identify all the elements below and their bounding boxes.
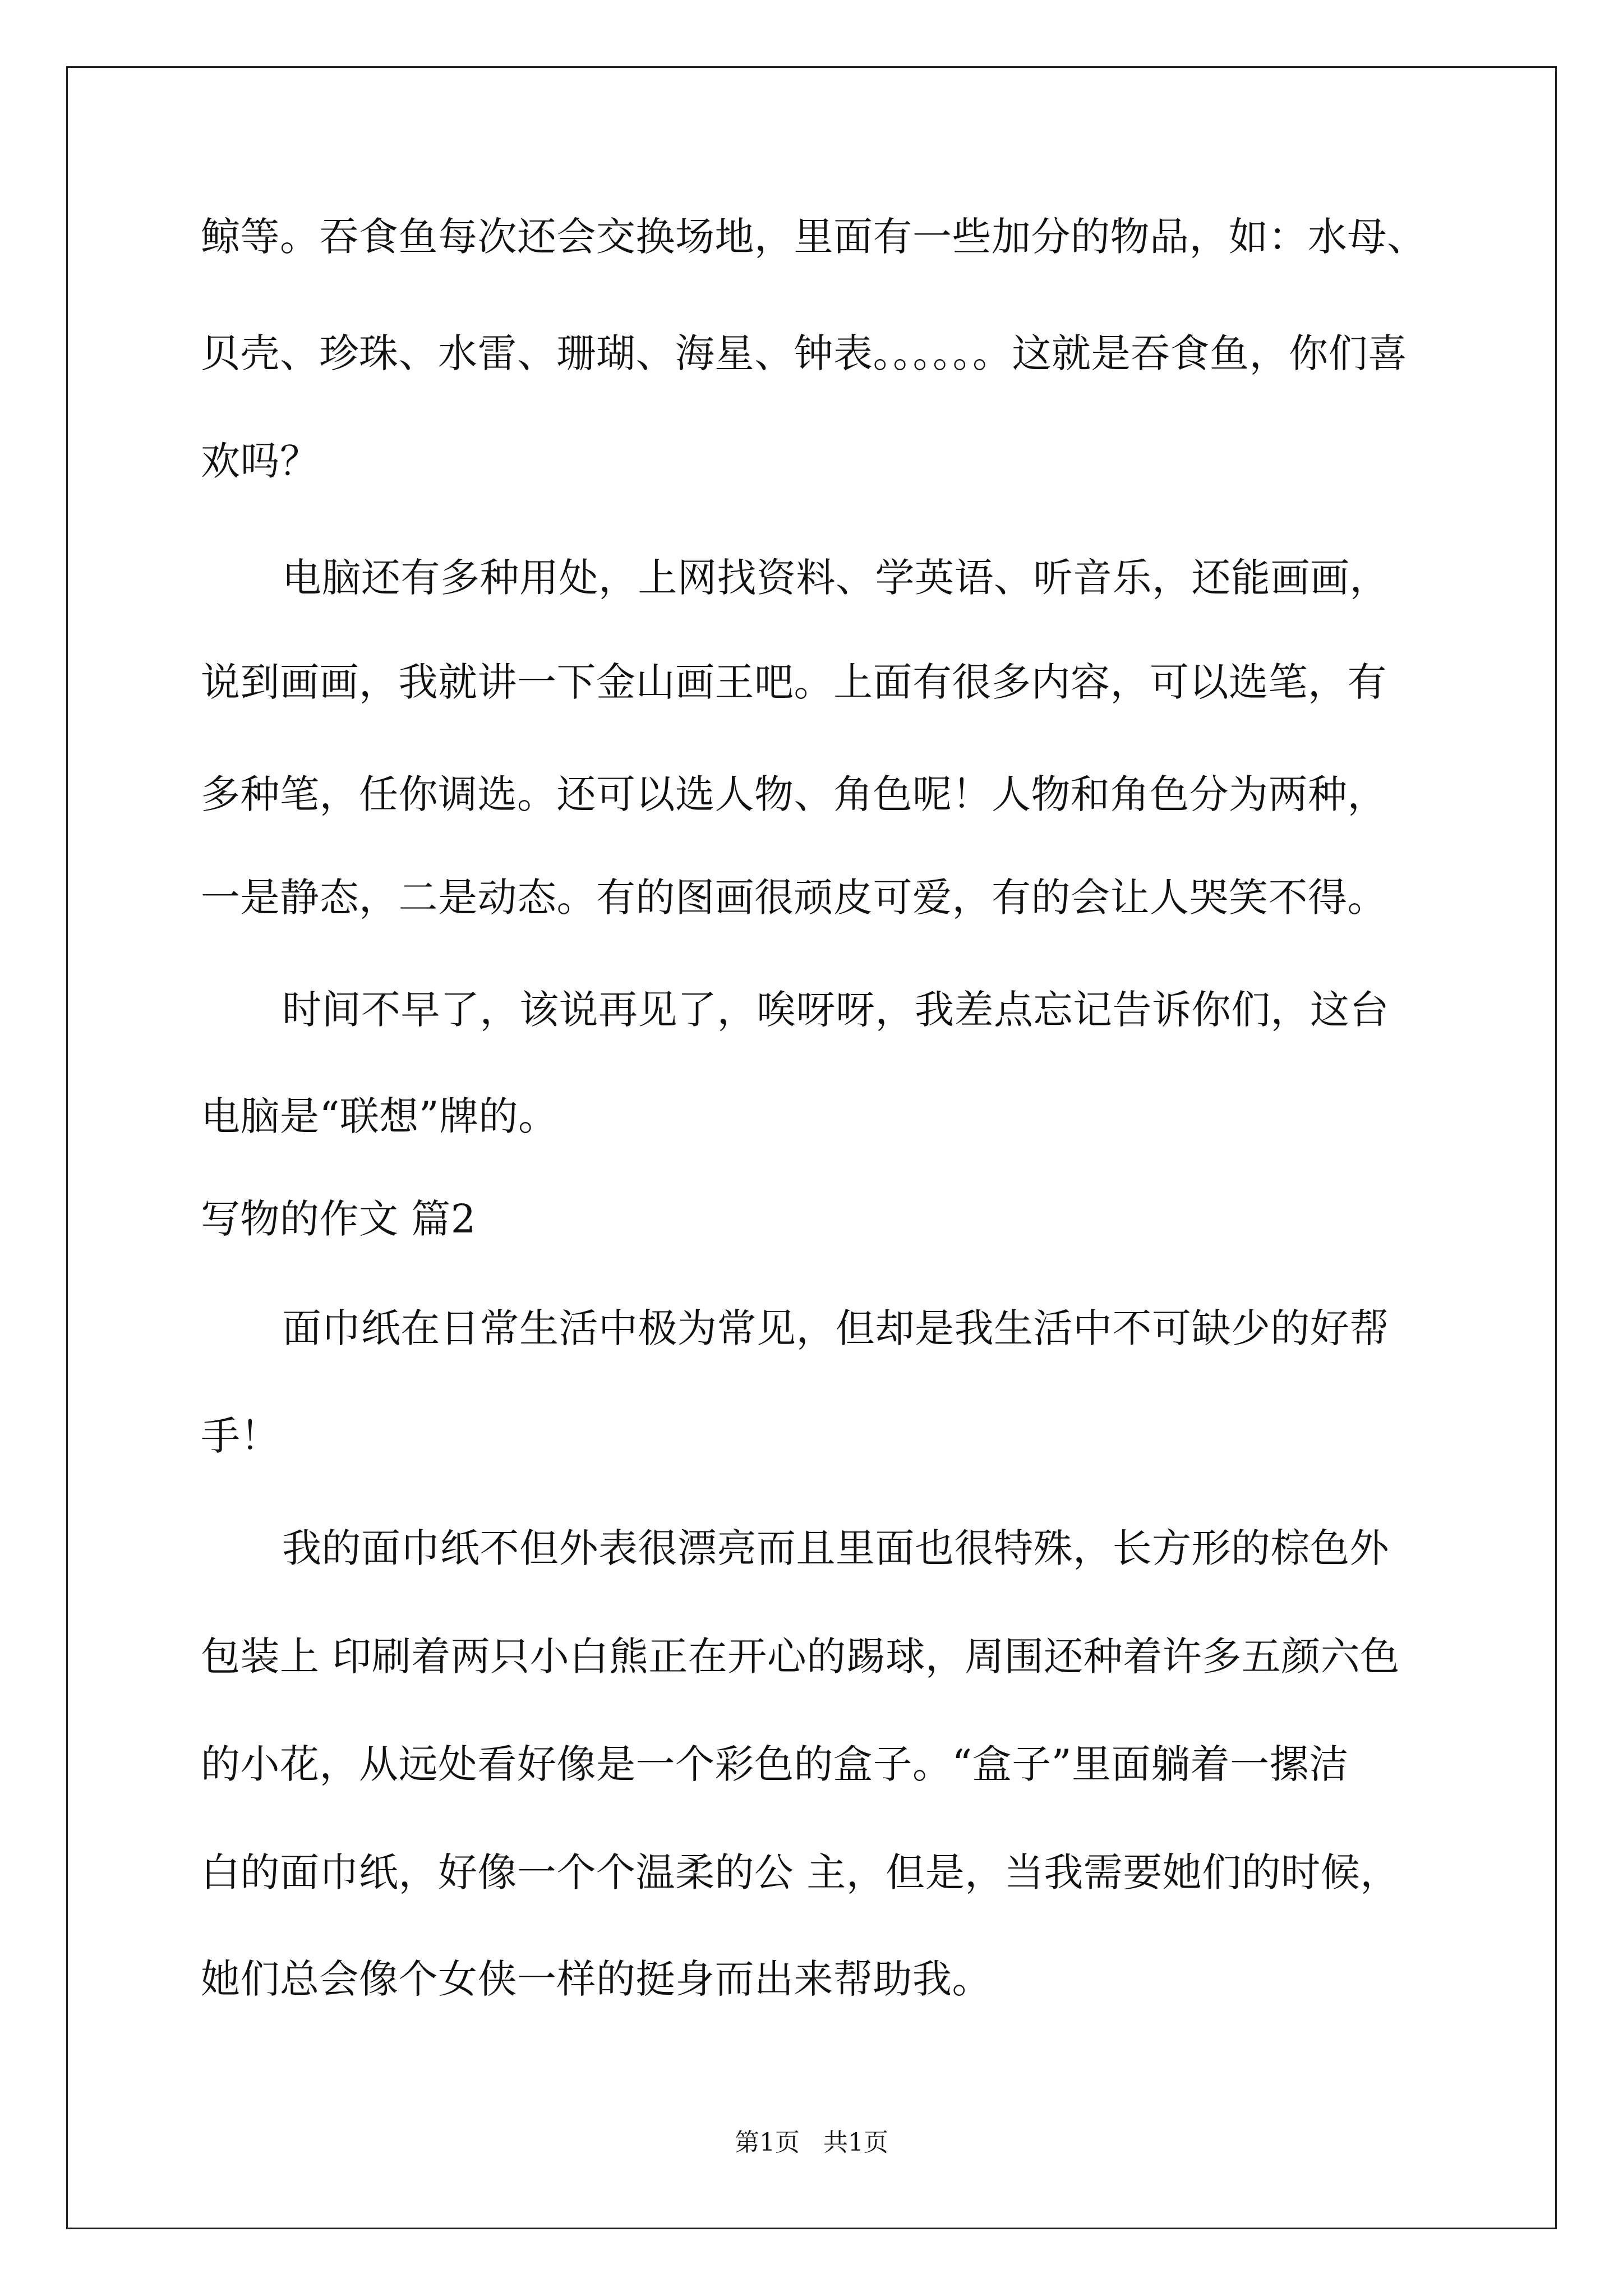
section-heading: 写物的作文 篇2	[201, 1196, 476, 1242]
text-line-9: 电脑是“联想”牌的。	[201, 1093, 558, 1139]
text-line-17: 她们总会像个女侠一样的挺身而出来帮助我。	[201, 1956, 992, 2002]
text-line-5: 说到画画，我就讲一下金山画王吧。上面有很多内容，可以选笔，有	[201, 659, 1387, 705]
text-line-7: 一是静态，二是动态。有的图画很顽皮可爱，有的会让人哭笑不得。	[201, 875, 1387, 921]
text-line-11: 面巾纸在日常生活中极为常见，但却是我生活中不可缺少的好帮	[282, 1305, 1389, 1351]
text-line-3: 欢吗？	[201, 438, 320, 484]
page-number-footer: 第1页 共1页	[735, 2128, 888, 2157]
text-line-14: 包装上 印刷着两只小白熊正在开心的踢球，周围还种着许多五颜六色	[201, 1634, 1400, 1680]
text-line-2: 贝壳、珍珠、水雷、珊瑚、海星、钟表。。。。。。这就是吞食鱼，你们喜	[201, 330, 1408, 376]
text-line-8: 时间不早了，该说再见了，唉呀呀，我差点忘记告诉你们，这台	[282, 987, 1389, 1033]
text-line-1: 鲸等。吞食鱼每次还会交换场地，里面有一些加分的物品，如：水母、	[201, 214, 1427, 260]
text-line-13: 我的面巾纸不但外表很漂亮而且里面也很特殊，长方形的棕色外	[282, 1525, 1389, 1571]
text-line-15: 的小花，从远处看好像是一个彩色的盒子。“盒子”里面躺着一摞洁	[201, 1741, 1349, 1787]
text-line-4: 电脑还有多种用处，上网找资料、学英语、听音乐，还能画画，	[282, 555, 1389, 601]
text-line-12: 手！	[201, 1413, 280, 1459]
text-line-16: 白的面巾纸，好像一个个温柔的公 主，但是，当我需要她们的时候，	[201, 1849, 1400, 1895]
page-frame	[66, 66, 1557, 2229]
text-line-6: 多种笔，任你调选。还可以选人物、角色呢！人物和角色分为两种，	[201, 771, 1387, 817]
